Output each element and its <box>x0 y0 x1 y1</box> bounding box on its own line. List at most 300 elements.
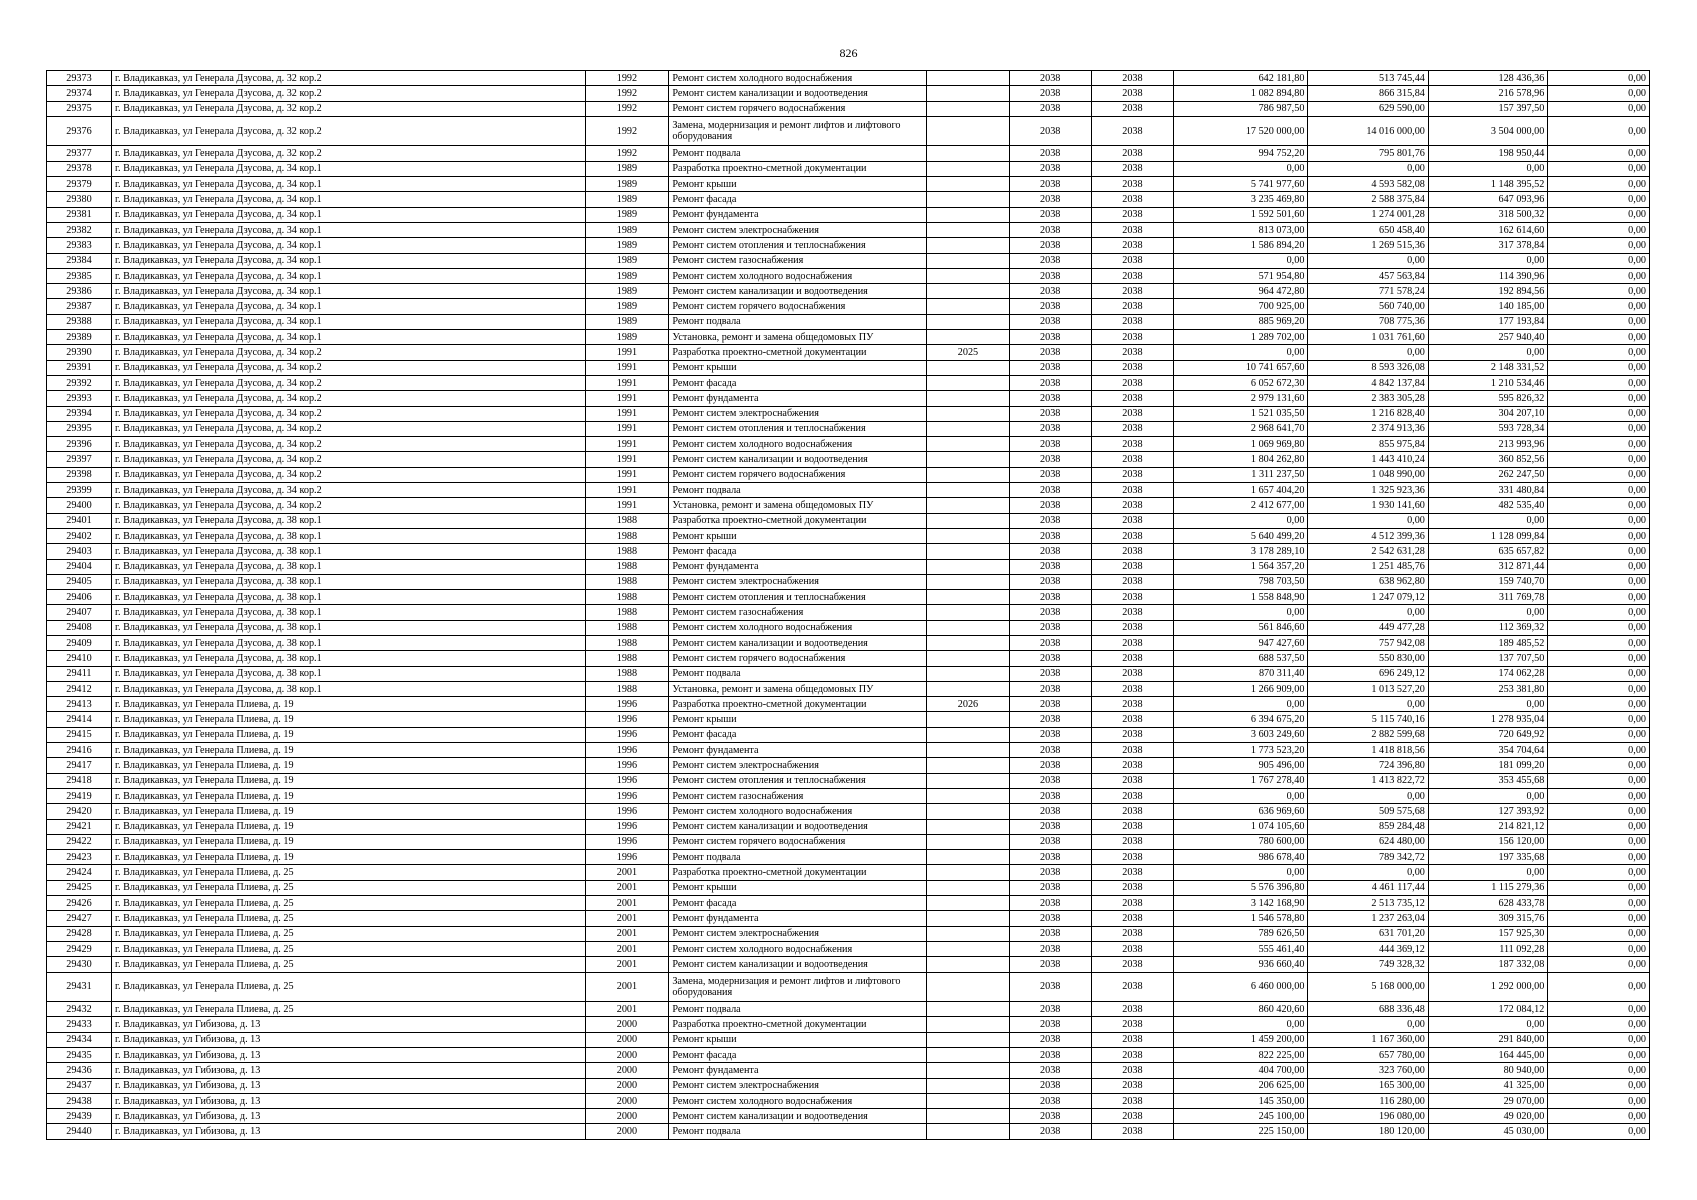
table-row <box>47 360 1650 375</box>
other-funds-cell: 0,00 <box>1548 1078 1650 1093</box>
plan-end-year-cell: 2038 <box>1091 1078 1174 1093</box>
plan-end-year-cell: 2038 <box>1091 926 1174 941</box>
build-year-cell: 1988 <box>585 528 669 543</box>
total-cost-cell: 822 225,00 <box>1174 1048 1308 1063</box>
design-year-cell <box>927 1048 1010 1063</box>
other-funds-cell: 0,00 <box>1548 1048 1650 1063</box>
total-cost-cell: 571 954,80 <box>1174 268 1308 283</box>
plan-start-year-cell: 2038 <box>1009 544 1091 559</box>
row-number: 29386 <box>47 284 112 299</box>
owner-share-cell: 3 504 000,00 <box>1428 116 1547 146</box>
owner-share-cell: 29 070,00 <box>1428 1093 1547 1108</box>
work-type-cell: Ремонт систем горячего водоснабжения <box>669 299 927 314</box>
design-year-cell <box>927 773 1010 788</box>
fund-share-cell: 708 775,36 <box>1308 314 1428 329</box>
build-year-cell: 1988 <box>585 559 669 574</box>
plan-end-year-cell: 2038 <box>1091 268 1174 283</box>
build-year-cell: 1996 <box>585 819 669 834</box>
row-number: 29417 <box>47 758 112 773</box>
total-cost-cell: 780 600,00 <box>1174 834 1308 849</box>
table-row <box>47 177 1650 192</box>
address-cell: г. Владикавказ, ул Генерала Плиева, д. 25 <box>111 1002 585 1017</box>
other-funds-cell: 0,00 <box>1548 605 1650 620</box>
build-year-cell: 1989 <box>585 284 669 299</box>
row-number: 29395 <box>47 421 112 436</box>
fund-share-cell: 4 593 582,08 <box>1308 177 1428 192</box>
plan-start-year-cell: 2038 <box>1009 1002 1091 1017</box>
work-type-cell: Ремонт фасада <box>669 544 927 559</box>
total-cost-cell: 0,00 <box>1174 788 1308 803</box>
other-funds-cell: 0,00 <box>1548 314 1650 329</box>
plan-start-year-cell: 2038 <box>1009 268 1091 283</box>
table-row <box>47 590 1650 605</box>
row-number: 29407 <box>47 605 112 620</box>
work-type-cell: Ремонт систем отопления и теплоснабжения <box>669 238 927 253</box>
other-funds-cell: 0,00 <box>1548 590 1650 605</box>
work-type-cell: Замена, модернизация и ремонт лифтов и лифтового оборудования <box>669 972 927 1002</box>
build-year-cell: 1991 <box>585 452 669 467</box>
plan-end-year-cell: 2038 <box>1091 86 1174 101</box>
plan-end-year-cell: 2038 <box>1091 452 1174 467</box>
fund-share-cell: 0,00 <box>1308 865 1428 880</box>
plan-start-year-cell: 2038 <box>1009 284 1091 299</box>
design-year-cell <box>927 666 1010 681</box>
fund-share-cell: 8 593 326,08 <box>1308 360 1428 375</box>
fund-share-cell: 4 512 399,36 <box>1308 528 1428 543</box>
fund-share-cell: 0,00 <box>1308 605 1428 620</box>
owner-share-cell: 635 657,82 <box>1428 544 1547 559</box>
repair-schedule-table <box>46 70 1650 1140</box>
other-funds-cell: 0,00 <box>1548 222 1650 237</box>
owner-share-cell: 45 030,00 <box>1428 1124 1547 1139</box>
build-year-cell: 1989 <box>585 268 669 283</box>
fund-share-cell: 1 413 822,72 <box>1308 773 1428 788</box>
total-cost-cell: 17 520 000,00 <box>1174 116 1308 146</box>
design-year-cell <box>927 651 1010 666</box>
owner-share-cell: 354 704,64 <box>1428 743 1547 758</box>
design-year-cell <box>927 926 1010 941</box>
plan-end-year-cell: 2038 <box>1091 651 1174 666</box>
plan-start-year-cell: 2038 <box>1009 712 1091 727</box>
work-type-cell: Ремонт фасада <box>669 1048 927 1063</box>
fund-share-cell: 1 325 923,36 <box>1308 483 1428 498</box>
total-cost-cell: 5 640 499,20 <box>1174 528 1308 543</box>
design-year-cell <box>927 360 1010 375</box>
plan-end-year-cell: 2038 <box>1091 834 1174 849</box>
row-number: 29432 <box>47 1002 112 1017</box>
address-cell: г. Владикавказ, ул Генерала Дзусова, д. 34 кор.2 <box>111 437 585 452</box>
design-year-cell <box>927 590 1010 605</box>
plan-start-year-cell: 2038 <box>1009 758 1091 773</box>
address-cell: г. Владикавказ, ул Генерала Дзусова, д. 38 кор.1 <box>111 513 585 528</box>
work-type-cell: Ремонт систем холодного водоснабжения <box>669 620 927 635</box>
build-year-cell: 1991 <box>585 498 669 513</box>
fund-share-cell: 323 760,00 <box>1308 1063 1428 1078</box>
total-cost-cell: 206 625,00 <box>1174 1078 1308 1093</box>
address-cell: г. Владикавказ, ул Генерала Дзусова, д. 34 кор.2 <box>111 452 585 467</box>
total-cost-cell: 1 266 909,00 <box>1174 681 1308 696</box>
owner-share-cell: 1 115 279,36 <box>1428 880 1547 895</box>
design-year-cell <box>927 941 1010 956</box>
table-row <box>47 635 1650 650</box>
work-type-cell: Ремонт фундамента <box>669 743 927 758</box>
table-row <box>47 804 1650 819</box>
owner-share-cell: 156 120,00 <box>1428 834 1547 849</box>
row-number: 29406 <box>47 590 112 605</box>
owner-share-cell: 262 247,50 <box>1428 467 1547 482</box>
build-year-cell: 1988 <box>585 666 669 681</box>
plan-end-year-cell: 2038 <box>1091 957 1174 972</box>
design-year-cell <box>927 880 1010 895</box>
table-row <box>47 697 1650 712</box>
owner-share-cell: 331 480,84 <box>1428 483 1547 498</box>
plan-start-year-cell: 2038 <box>1009 452 1091 467</box>
other-funds-cell: 0,00 <box>1548 146 1650 161</box>
build-year-cell: 1989 <box>585 299 669 314</box>
owner-share-cell: 174 062,28 <box>1428 666 1547 681</box>
design-year-cell <box>927 101 1010 116</box>
build-year-cell: 1996 <box>585 697 669 712</box>
address-cell: г. Владикавказ, ул Генерала Дзусова, д. 34 кор.2 <box>111 421 585 436</box>
other-funds-cell: 0,00 <box>1548 819 1650 834</box>
fund-share-cell: 696 249,12 <box>1308 666 1428 681</box>
build-year-cell: 1991 <box>585 483 669 498</box>
design-year-cell <box>927 544 1010 559</box>
address-cell: г. Владикавказ, ул Генерала Дзусова, д. 34 кор.1 <box>111 268 585 283</box>
plan-end-year-cell: 2038 <box>1091 880 1174 895</box>
build-year-cell: 1988 <box>585 651 669 666</box>
row-number: 29429 <box>47 941 112 956</box>
plan-start-year-cell: 2038 <box>1009 1109 1091 1124</box>
plan-start-year-cell: 2038 <box>1009 1124 1091 1139</box>
total-cost-cell: 0,00 <box>1174 161 1308 176</box>
fund-share-cell: 0,00 <box>1308 513 1428 528</box>
other-funds-cell: 0,00 <box>1548 528 1650 543</box>
address-cell: г. Владикавказ, ул Генерала Дзусова, д. 34 кор.1 <box>111 207 585 222</box>
owner-share-cell: 172 084,12 <box>1428 1002 1547 1017</box>
other-funds-cell: 0,00 <box>1548 834 1650 849</box>
owner-share-cell: 177 193,84 <box>1428 314 1547 329</box>
table-row <box>47 941 1650 956</box>
plan-start-year-cell: 2038 <box>1009 437 1091 452</box>
total-cost-cell: 5 576 396,80 <box>1174 880 1308 895</box>
other-funds-cell: 0,00 <box>1548 268 1650 283</box>
plan-end-year-cell: 2038 <box>1091 804 1174 819</box>
design-year-cell <box>927 177 1010 192</box>
other-funds-cell: 0,00 <box>1548 391 1650 406</box>
fund-share-cell: 560 740,00 <box>1308 299 1428 314</box>
owner-share-cell: 198 950,44 <box>1428 146 1547 161</box>
other-funds-cell: 0,00 <box>1548 375 1650 390</box>
build-year-cell: 1988 <box>585 681 669 696</box>
plan-start-year-cell: 2038 <box>1009 972 1091 1002</box>
plan-end-year-cell: 2038 <box>1091 941 1174 956</box>
design-year-cell <box>927 620 1010 635</box>
address-cell: г. Владикавказ, ул Генерала Дзусова, д. 34 кор.1 <box>111 330 585 345</box>
row-number: 29414 <box>47 712 112 727</box>
design-year-cell <box>927 86 1010 101</box>
design-year-cell <box>927 635 1010 650</box>
plan-end-year-cell: 2038 <box>1091 666 1174 681</box>
fund-share-cell: 2 588 375,84 <box>1308 192 1428 207</box>
plan-start-year-cell: 2038 <box>1009 880 1091 895</box>
build-year-cell: 2001 <box>585 972 669 1002</box>
fund-share-cell: 180 120,00 <box>1308 1124 1428 1139</box>
fund-share-cell: 1 443 410,24 <box>1308 452 1428 467</box>
design-year-cell <box>927 574 1010 589</box>
total-cost-cell: 0,00 <box>1174 513 1308 528</box>
table-row <box>47 498 1650 513</box>
total-cost-cell: 860 420,60 <box>1174 1002 1308 1017</box>
work-type-cell: Ремонт систем канализации и водоотведения <box>669 635 927 650</box>
total-cost-cell: 10 741 657,60 <box>1174 360 1308 375</box>
work-type-cell: Ремонт крыши <box>669 177 927 192</box>
work-type-cell: Ремонт систем газоснабжения <box>669 788 927 803</box>
owner-share-cell: 213 993,96 <box>1428 437 1547 452</box>
row-number: 29430 <box>47 957 112 972</box>
fund-share-cell: 688 336,48 <box>1308 1002 1428 1017</box>
fund-share-cell: 771 578,24 <box>1308 284 1428 299</box>
other-funds-cell: 0,00 <box>1548 1063 1650 1078</box>
table-row <box>47 620 1650 635</box>
plan-end-year-cell: 2038 <box>1091 483 1174 498</box>
address-cell: г. Владикавказ, ул Генерала Дзусова, д. 34 кор.2 <box>111 467 585 482</box>
address-cell: г. Владикавказ, ул Генерала Дзусова, д. 34 кор.2 <box>111 375 585 390</box>
plan-end-year-cell: 2038 <box>1091 681 1174 696</box>
build-year-cell: 2000 <box>585 1063 669 1078</box>
design-year-cell <box>927 1109 1010 1124</box>
table-row <box>47 86 1650 101</box>
fund-share-cell: 0,00 <box>1308 697 1428 712</box>
total-cost-cell: 798 703,50 <box>1174 574 1308 589</box>
row-number: 29391 <box>47 360 112 375</box>
plan-start-year-cell: 2038 <box>1009 559 1091 574</box>
plan-end-year-cell: 2038 <box>1091 865 1174 880</box>
plan-end-year-cell: 2038 <box>1091 421 1174 436</box>
work-type-cell: Ремонт подвала <box>669 666 927 681</box>
build-year-cell: 1992 <box>585 101 669 116</box>
table-row <box>47 1063 1650 1078</box>
fund-share-cell: 2 383 305,28 <box>1308 391 1428 406</box>
total-cost-cell: 870 311,40 <box>1174 666 1308 681</box>
design-year-cell <box>927 1078 1010 1093</box>
address-cell: г. Владикавказ, ул Генерала Дзусова, д. 34 кор.1 <box>111 314 585 329</box>
table-row <box>47 101 1650 116</box>
design-year-cell <box>927 1063 1010 1078</box>
build-year-cell: 1988 <box>585 544 669 559</box>
plan-end-year-cell: 2038 <box>1091 743 1174 758</box>
owner-share-cell: 0,00 <box>1428 788 1547 803</box>
total-cost-cell: 1 082 894,80 <box>1174 86 1308 101</box>
plan-end-year-cell: 2038 <box>1091 605 1174 620</box>
plan-start-year-cell: 2038 <box>1009 743 1091 758</box>
build-year-cell: 1991 <box>585 360 669 375</box>
design-year-cell <box>927 681 1010 696</box>
other-funds-cell: 0,00 <box>1548 850 1650 865</box>
total-cost-cell: 986 678,40 <box>1174 850 1308 865</box>
address-cell: г. Владикавказ, ул Генерала Плиева, д. 19 <box>111 834 585 849</box>
table-row <box>47 834 1650 849</box>
address-cell: г. Владикавказ, ул Генерала Дзусова, д. 38 кор.1 <box>111 528 585 543</box>
work-type-cell: Разработка проектно-сметной документации <box>669 1017 927 1032</box>
other-funds-cell: 0,00 <box>1548 421 1650 436</box>
address-cell: г. Владикавказ, ул Гибизова, д. 13 <box>111 1048 585 1063</box>
work-type-cell: Ремонт фасада <box>669 896 927 911</box>
build-year-cell: 1989 <box>585 207 669 222</box>
plan-end-year-cell: 2038 <box>1091 773 1174 788</box>
owner-share-cell: 720 649,92 <box>1428 727 1547 742</box>
fund-share-cell: 1 237 263,04 <box>1308 911 1428 926</box>
design-year-cell <box>927 192 1010 207</box>
address-cell: г. Владикавказ, ул Генерала Дзусова, д. 34 кор.2 <box>111 406 585 421</box>
fund-share-cell: 1 274 001,28 <box>1308 207 1428 222</box>
fund-share-cell: 1 418 818,56 <box>1308 743 1428 758</box>
row-number: 29390 <box>47 345 112 360</box>
address-cell: г. Владикавказ, ул Генерала Плиева, д. 25 <box>111 972 585 1002</box>
build-year-cell: 2001 <box>585 957 669 972</box>
design-year-cell <box>927 819 1010 834</box>
total-cost-cell: 1 558 848,90 <box>1174 590 1308 605</box>
owner-share-cell: 1 148 395,52 <box>1428 177 1547 192</box>
design-year-cell <box>927 222 1010 237</box>
design-year-cell <box>927 513 1010 528</box>
work-type-cell: Ремонт систем канализации и водоотведения <box>669 86 927 101</box>
plan-end-year-cell: 2038 <box>1091 972 1174 1002</box>
table-row <box>47 1093 1650 1108</box>
work-type-cell: Ремонт фундамента <box>669 1063 927 1078</box>
build-year-cell: 1989 <box>585 238 669 253</box>
total-cost-cell: 1 767 278,40 <box>1174 773 1308 788</box>
row-number: 29411 <box>47 666 112 681</box>
plan-start-year-cell: 2038 <box>1009 651 1091 666</box>
plan-end-year-cell: 2038 <box>1091 238 1174 253</box>
plan-end-year-cell: 2038 <box>1091 253 1174 268</box>
design-year-cell <box>927 116 1010 146</box>
build-year-cell: 2001 <box>585 1002 669 1017</box>
table-row <box>47 284 1650 299</box>
design-year-cell <box>927 911 1010 926</box>
total-cost-cell: 2 979 131,60 <box>1174 391 1308 406</box>
fund-share-cell: 795 801,76 <box>1308 146 1428 161</box>
other-funds-cell: 0,00 <box>1548 620 1650 635</box>
table-row <box>47 850 1650 865</box>
build-year-cell: 1992 <box>585 146 669 161</box>
plan-start-year-cell: 2038 <box>1009 146 1091 161</box>
owner-share-cell: 157 397,50 <box>1428 101 1547 116</box>
owner-share-cell: 353 455,68 <box>1428 773 1547 788</box>
row-number: 29404 <box>47 559 112 574</box>
address-cell: г. Владикавказ, ул Генерала Дзусова, д. 34 кор.2 <box>111 498 585 513</box>
table-row <box>47 896 1650 911</box>
table-row <box>47 375 1650 390</box>
total-cost-cell: 688 537,50 <box>1174 651 1308 666</box>
design-year-cell: 2026 <box>927 697 1010 712</box>
fund-share-cell: 0,00 <box>1308 1017 1428 1032</box>
design-year-cell <box>927 957 1010 972</box>
row-number: 29389 <box>47 330 112 345</box>
plan-end-year-cell: 2038 <box>1091 574 1174 589</box>
row-number: 29434 <box>47 1032 112 1047</box>
other-funds-cell: 0,00 <box>1548 284 1650 299</box>
total-cost-cell: 1 074 105,60 <box>1174 819 1308 834</box>
plan-end-year-cell: 2038 <box>1091 467 1174 482</box>
design-year-cell <box>927 391 1010 406</box>
work-type-cell: Ремонт систем газоснабжения <box>669 605 927 620</box>
row-number: 29403 <box>47 544 112 559</box>
total-cost-cell: 994 752,20 <box>1174 146 1308 161</box>
other-funds-cell: 0,00 <box>1548 330 1650 345</box>
owner-share-cell: 214 821,12 <box>1428 819 1547 834</box>
row-number: 29435 <box>47 1048 112 1063</box>
work-type-cell: Разработка проектно-сметной документации <box>669 697 927 712</box>
work-type-cell: Ремонт систем отопления и теплоснабжения <box>669 421 927 436</box>
row-number: 29377 <box>47 146 112 161</box>
address-cell: г. Владикавказ, ул Генерала Плиева, д. 19 <box>111 712 585 727</box>
row-number: 29374 <box>47 86 112 101</box>
owner-share-cell: 181 099,20 <box>1428 758 1547 773</box>
total-cost-cell: 947 427,60 <box>1174 635 1308 650</box>
fund-share-cell: 866 315,84 <box>1308 86 1428 101</box>
plan-end-year-cell: 2038 <box>1091 544 1174 559</box>
plan-start-year-cell: 2038 <box>1009 360 1091 375</box>
total-cost-cell: 964 472,80 <box>1174 284 1308 299</box>
address-cell: г. Владикавказ, ул Генерала Дзусова, д. 32 кор.2 <box>111 86 585 101</box>
plan-start-year-cell: 2038 <box>1009 238 1091 253</box>
total-cost-cell: 885 969,20 <box>1174 314 1308 329</box>
address-cell: г. Владикавказ, ул Генерала Дзусова, д. 38 кор.1 <box>111 590 585 605</box>
fund-share-cell: 116 280,00 <box>1308 1093 1428 1108</box>
fund-share-cell: 855 975,84 <box>1308 437 1428 452</box>
other-funds-cell: 0,00 <box>1548 758 1650 773</box>
plan-end-year-cell: 2038 <box>1091 819 1174 834</box>
other-funds-cell: 0,00 <box>1548 1109 1650 1124</box>
owner-share-cell: 360 852,56 <box>1428 452 1547 467</box>
address-cell: г. Владикавказ, ул Гибизова, д. 13 <box>111 1124 585 1139</box>
other-funds-cell: 0,00 <box>1548 972 1650 1002</box>
build-year-cell: 2000 <box>585 1017 669 1032</box>
total-cost-cell: 786 987,50 <box>1174 101 1308 116</box>
work-type-cell: Ремонт систем холодного водоснабжения <box>669 437 927 452</box>
design-year-cell <box>927 268 1010 283</box>
fund-share-cell: 0,00 <box>1308 161 1428 176</box>
plan-end-year-cell: 2038 <box>1091 896 1174 911</box>
plan-end-year-cell: 2038 <box>1091 590 1174 605</box>
address-cell: г. Владикавказ, ул Гибизова, д. 13 <box>111 1109 585 1124</box>
build-year-cell: 1988 <box>585 590 669 605</box>
other-funds-cell: 0,00 <box>1548 651 1650 666</box>
owner-share-cell: 291 840,00 <box>1428 1032 1547 1047</box>
design-year-cell <box>927 1124 1010 1139</box>
address-cell: г. Владикавказ, ул Гибизова, д. 13 <box>111 1017 585 1032</box>
work-type-cell: Ремонт систем электроснабжения <box>669 926 927 941</box>
design-year-cell <box>927 284 1010 299</box>
owner-share-cell: 1 292 000,00 <box>1428 972 1547 1002</box>
total-cost-cell: 1 289 702,00 <box>1174 330 1308 345</box>
table-row <box>47 421 1650 436</box>
table-row <box>47 743 1650 758</box>
total-cost-cell: 813 073,00 <box>1174 222 1308 237</box>
work-type-cell: Ремонт систем холодного водоснабжения <box>669 804 927 819</box>
build-year-cell: 2000 <box>585 1093 669 1108</box>
fund-share-cell: 444 369,12 <box>1308 941 1428 956</box>
address-cell: г. Владикавказ, ул Генерала Дзусова, д. 38 кор.1 <box>111 544 585 559</box>
other-funds-cell: 0,00 <box>1548 804 1650 819</box>
plan-end-year-cell: 2038 <box>1091 101 1174 116</box>
plan-start-year-cell: 2038 <box>1009 345 1091 360</box>
build-year-cell: 1992 <box>585 116 669 146</box>
other-funds-cell: 0,00 <box>1548 911 1650 926</box>
row-number: 29405 <box>47 574 112 589</box>
